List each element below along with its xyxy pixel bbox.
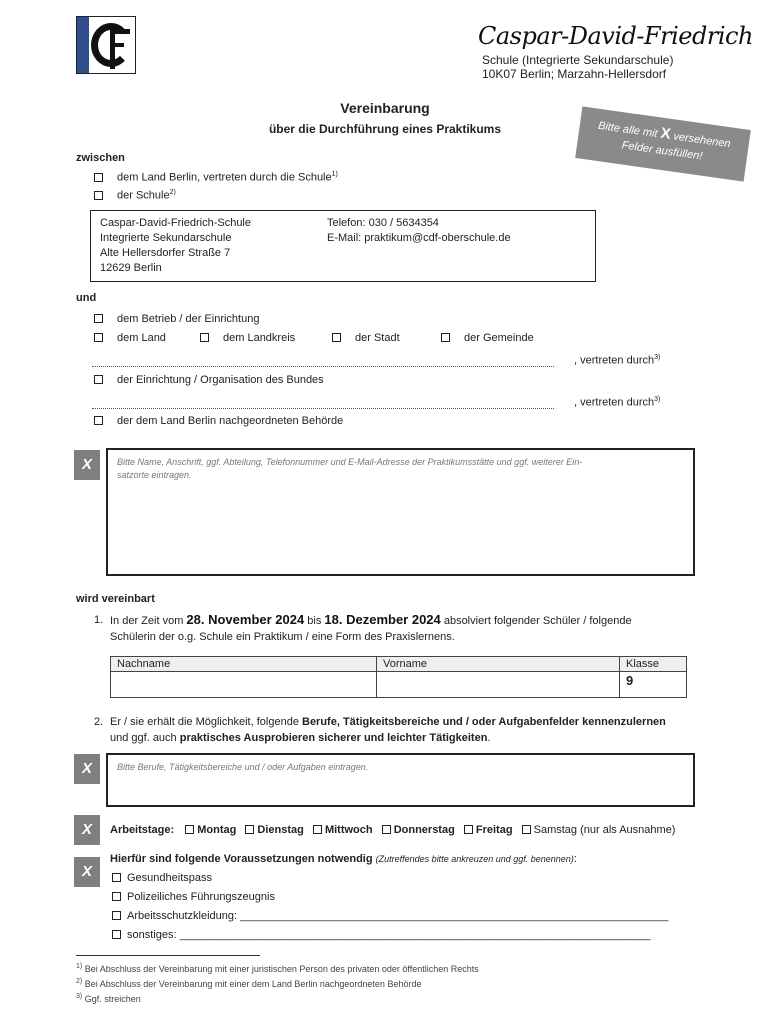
document-subtitle: über die Durchführung eines Praktikums — [268, 122, 502, 136]
footnote-text: Ggf. streichen — [84, 994, 141, 1004]
requirement-label: Gesundheitspass — [127, 872, 212, 884]
workdays-row — [110, 824, 720, 836]
requirements-label: Hierfür sind folgende Voraussetzungen notwendig — [110, 853, 373, 865]
day-samstag: Samstag (nur als Ausnahme) — [533, 824, 676, 836]
school-address-box — [90, 210, 596, 282]
checkbox[interactable] — [112, 911, 121, 920]
notice-x: X — [659, 124, 672, 143]
option-label: der Einrichtung / Organisation des Bundes — [117, 374, 324, 386]
checkbox[interactable] — [94, 173, 103, 182]
notice-text: Bitte alle mit — [597, 119, 659, 141]
footnote-marker: 3) — [76, 993, 83, 1000]
item-2-line2-bold: praktisches Ausprobieren sicherer und leichter Tätigkeiten — [179, 732, 488, 744]
school-signature: Caspar-David-Friedrich — [478, 22, 753, 50]
document-title: Vereinbarung — [340, 100, 430, 116]
school-email: E-Mail: praktikum@cdf-oberschule.de — [327, 232, 511, 244]
footnote-ref: 1) — [331, 171, 338, 178]
school-city: 12629 Berlin — [100, 262, 162, 274]
option-gemeinde[interactable] — [441, 332, 534, 344]
item-1-text — [110, 612, 710, 629]
requirement-label: sonstiges: _____________________________________________________________________________ — [127, 929, 651, 941]
requirement-schutzkleidung[interactable] — [112, 910, 668, 922]
company-details-field[interactable] — [106, 448, 695, 576]
option-label: dem Betrieb / der Einrichtung — [117, 313, 260, 325]
field-klasse[interactable]: 9 — [620, 672, 687, 698]
checkbox-samstag[interactable] — [522, 825, 531, 834]
notice-text-2: versehenen — [672, 130, 732, 151]
item-2-text — [110, 715, 730, 730]
date-from: 28. November 2024 — [186, 612, 305, 627]
item-2-line2-pre: und ggf. auch — [110, 732, 177, 744]
option-label: der Gemeinde — [464, 332, 534, 344]
option-stadt[interactable] — [332, 332, 400, 344]
workdays-label: Arbeitstage: — [110, 824, 175, 836]
item-1-pre: In der Zeit vom — [110, 615, 184, 627]
option-land-berlin[interactable] — [94, 171, 338, 184]
school-phone: Telefon: 030 / 5634354 — [327, 217, 439, 229]
footnote-text: Bei Abschluss der Vereinbarung mit einer juristischen Person des privaten oder öffentlichen Rechts — [84, 964, 479, 974]
requirements-header — [110, 853, 730, 865]
item-1-number: 1. — [94, 614, 104, 626]
agreement-label: wird vereinbart — [76, 593, 155, 605]
und-label: und — [76, 292, 97, 304]
requirement-fuehrungszeugnis[interactable] — [112, 891, 275, 903]
tasks-field[interactable] — [106, 753, 695, 807]
footnote-ref: 3) — [654, 396, 661, 403]
checkbox-donnerstag[interactable] — [382, 825, 391, 834]
company-field-hint: Bitte Name, Anschrift, ggf. Abteilung, Telefonnummer und E-Mail-Adresse der Praktikumsstätte und ggf. weiterer Ein- — [117, 457, 583, 467]
represented-by-text: , vertreten durch — [574, 354, 655, 367]
item-2-line2-post: . — [487, 732, 491, 744]
footnote-ref: 2) — [169, 189, 176, 196]
school-logo — [76, 16, 136, 74]
footnote-2 — [76, 978, 421, 989]
field-vorname[interactable] — [377, 672, 620, 698]
option-label: dem Landkreis — [223, 332, 296, 344]
footnote-text: Bei Abschluss der Vereinbarung mit einer dem Land Berlin nachgeordneten Behörde — [84, 979, 422, 989]
checkbox[interactable] — [332, 333, 341, 342]
checkbox[interactable] — [200, 333, 209, 342]
footnote-1 — [76, 963, 479, 974]
notice-text-3: Felder ausfüllen! — [620, 139, 704, 163]
option-bund[interactable] — [94, 374, 324, 386]
school-info — [482, 53, 673, 81]
school-name: Caspar-David-Friedrich-Schule — [100, 217, 251, 229]
school-type-line: Integrierte Sekundarschule — [100, 232, 232, 244]
item-1-post: absolviert folgender Schüler / folgende — [443, 615, 632, 627]
checkbox[interactable] — [94, 375, 103, 384]
represented-by-line-1[interactable] — [92, 366, 554, 367]
fill-in-notice — [575, 106, 751, 181]
requirement-label: Arbeitsschutzkleidung: ______________________________________________________________________ — [127, 910, 669, 922]
option-betrieb[interactable] — [94, 313, 259, 325]
checkbox[interactable] — [112, 930, 121, 939]
day-freitag: Freitag — [475, 824, 513, 836]
checkbox-montag[interactable] — [185, 825, 194, 834]
required-x-marker: X — [74, 857, 100, 887]
represented-by-line-2[interactable] — [92, 408, 554, 409]
footnote-divider — [76, 955, 260, 956]
checkbox-mittwoch[interactable] — [313, 825, 322, 834]
item-2-line-2 — [110, 731, 491, 746]
header-vorname: Vorname — [377, 657, 620, 672]
option-label: der Stadt — [355, 332, 400, 344]
represented-by-label-1 — [574, 354, 660, 367]
checkbox[interactable] — [94, 191, 103, 200]
item-2-pre: Er / sie erhält die Möglichkeit, folgende — [110, 716, 299, 728]
footnote-marker: 1) — [76, 963, 83, 970]
tasks-field-hint: Bitte Berufe, Tätigkeitsbereiche und / oder Aufgaben eintragen. — [117, 762, 369, 772]
represented-by-text: , vertreten durch — [574, 396, 655, 409]
item-2-bold: Berufe, Tätigkeitsbereiche und / oder Aufgabenfelder kennenzulernen — [302, 716, 666, 728]
checkbox[interactable] — [94, 416, 103, 425]
checkbox-freitag[interactable] — [464, 825, 473, 834]
day-mittwoch: Mittwoch — [324, 824, 373, 836]
date-to: 18. Dezember 2024 — [324, 612, 441, 627]
item-1-line-2: Schülerin der o.g. Schule ein Praktikum / eine Form des Praxislernens. — [110, 631, 455, 643]
option-schule[interactable] — [94, 189, 176, 202]
represented-by-label-2 — [574, 396, 660, 409]
option-label: dem Land — [117, 332, 166, 344]
day-montag: Montag — [197, 824, 237, 836]
company-field-hint-2: satzorte eintragen. — [117, 470, 192, 480]
requirement-label: Polizeiliches Führungszeugnis — [127, 891, 275, 903]
option-label: der dem Land Berlin nachgeordneten Behörde — [117, 415, 344, 427]
day-dienstag: Dienstag — [257, 824, 304, 836]
footnote-ref: 3) — [654, 354, 661, 361]
option-landkreis[interactable] — [200, 332, 295, 344]
footnote-marker: 2) — [76, 978, 83, 985]
footnote-3 — [76, 993, 141, 1004]
option-behoerde[interactable] — [94, 415, 343, 427]
requirements-hint: (Zutreffendes bitte ankreuzen und ggf. benennen) — [375, 854, 574, 864]
item-2-number: 2. — [94, 716, 104, 728]
requirements-colon: : — [573, 853, 577, 865]
required-x-marker: X — [74, 450, 100, 480]
option-label: dem Land Berlin, vertreten durch die Schule — [117, 171, 332, 184]
option-land[interactable] — [94, 332, 166, 344]
day-donnerstag: Donnerstag — [393, 824, 455, 836]
zwischen-label: zwischen — [76, 152, 125, 164]
requirement-sonstiges[interactable] — [112, 929, 651, 941]
option-label: der Schule — [117, 189, 170, 202]
checkbox-dienstag[interactable] — [245, 825, 254, 834]
requirement-gesundheitspass[interactable] — [112, 872, 212, 884]
school-type: Schule (Integrierte Sekundarschule) — [482, 53, 674, 67]
checkbox[interactable] — [94, 314, 103, 323]
school-address: 10K07 Berlin; Marzahn-Hellersdorf — [482, 67, 667, 81]
field-nachname[interactable] — [111, 672, 377, 698]
header-klasse: Klasse — [620, 657, 687, 672]
school-street: Alte Hellersdorfer Straße 7 — [100, 247, 231, 259]
item-1-mid: bis — [307, 615, 322, 627]
checkbox[interactable] — [112, 873, 121, 882]
header-nachname: Nachname — [111, 657, 377, 672]
required-x-marker: X — [74, 754, 100, 784]
student-table — [110, 656, 687, 698]
checkbox[interactable] — [441, 333, 450, 342]
checkbox[interactable] — [94, 333, 103, 342]
checkbox[interactable] — [112, 892, 121, 901]
required-x-marker: X — [74, 815, 100, 845]
